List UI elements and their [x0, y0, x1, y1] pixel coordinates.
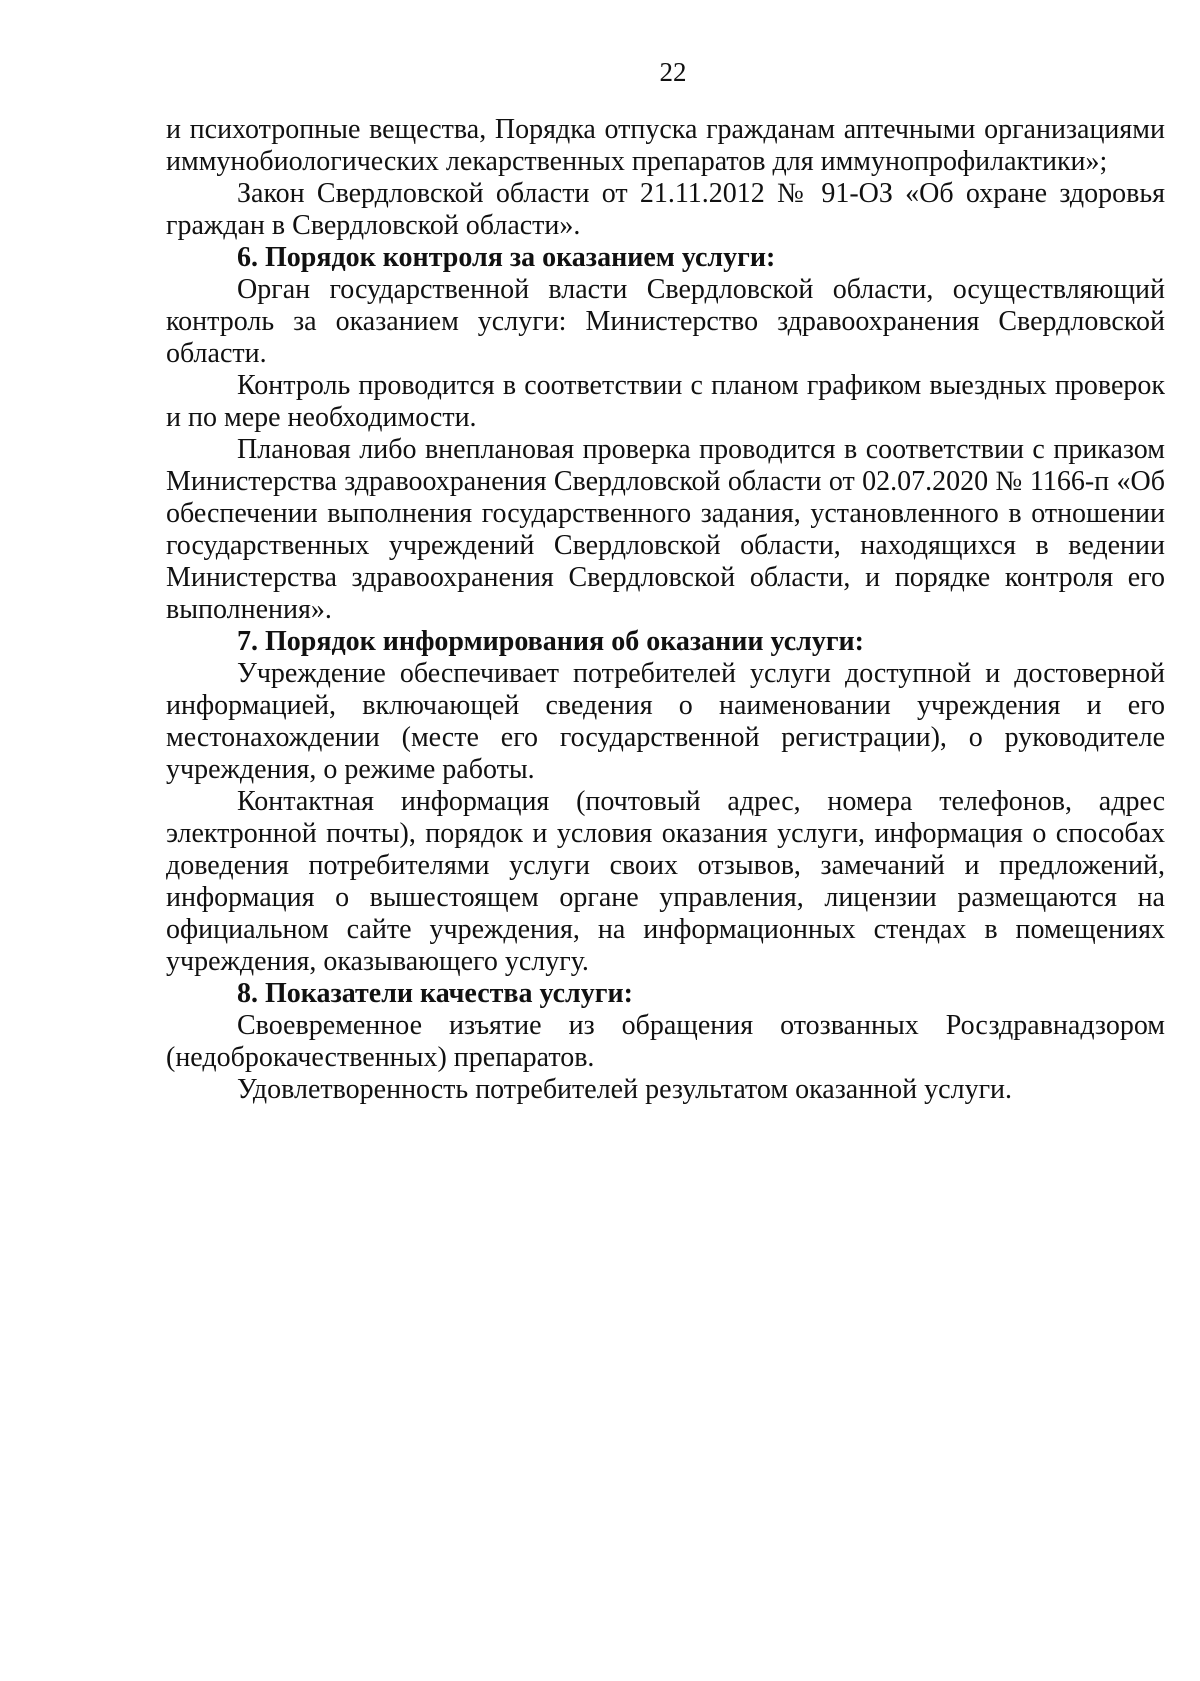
paragraph-control-body: Орган государственной власти Свердловской области, осуществляющий контроль за оказанием услуги: Министерство здравоохранения Свердловской области. — [166, 274, 1165, 369]
paragraph-continuation: и психотропные вещества, Порядка отпуска гражданам аптечными организациями иммунобиологических лекарственных препаратов для иммунопрофилактики»; — [166, 114, 1165, 177]
paragraph-contact-information: Контактная информация (почтовый адрес, номера телефонов, адрес электронной почты), порядок и условия оказания услуги, информация о способах доведения потребителями услуги своих отзывов, замечаний и предложений, информация о вышестоящем органе управления, лицензии размещаются на официальном сайте учреждения, на информационных стендах в помещениях учреждения, оказывающего услугу. — [166, 786, 1165, 977]
page-number: 22 — [659, 57, 687, 87]
section-heading-informing: 7. Порядок информирования об оказании услуги: — [237, 626, 865, 657]
paragraph-control-schedule: Контроль проводится в соответствии с планом графиком выездных проверок и по мере необходимости. — [166, 370, 1165, 433]
paragraph-quality-withdrawal: Своевременное изъятие из обращения отозванных Росздравнадзором (недоброкачественных) препаратов. — [166, 1010, 1165, 1073]
paragraph-inspection-order: Плановая либо внеплановая проверка проводится в соответствии с приказом Министерства здравоохранения Свердловской области от 02.07.2020 № 1166-п «Об обеспечении выполнения государственного задания, установленного в отношении государственных учреждений Свердловской области, находящихся в ведении Министерства здравоохранения Свердловской области, и порядке контроля его выполнения». — [166, 434, 1165, 625]
document-body — [166, 114, 1165, 1106]
paragraph-informing-consumers: Учреждение обеспечивает потребителей услуги доступной и достоверной информацией, включающей сведения о наименовании учреждения и его местонахождении (месте его государственной регистрации), о руководителе учреждения, о режиме работы. — [166, 658, 1165, 785]
section-heading-quality: 8. Показатели качества услуги: — [237, 978, 633, 1009]
paragraph-law-reference: Закон Свердловской области от 21.11.2012 № 91-ОЗ «Об охране здоровья граждан в Свердловской области». — [166, 178, 1165, 241]
section-heading-control: 6. Порядок контроля за оказанием услуги: — [237, 242, 776, 273]
paragraph-quality-satisfaction: Удовлетворенность потребителей результатом оказанной услуги. — [237, 1074, 1013, 1105]
